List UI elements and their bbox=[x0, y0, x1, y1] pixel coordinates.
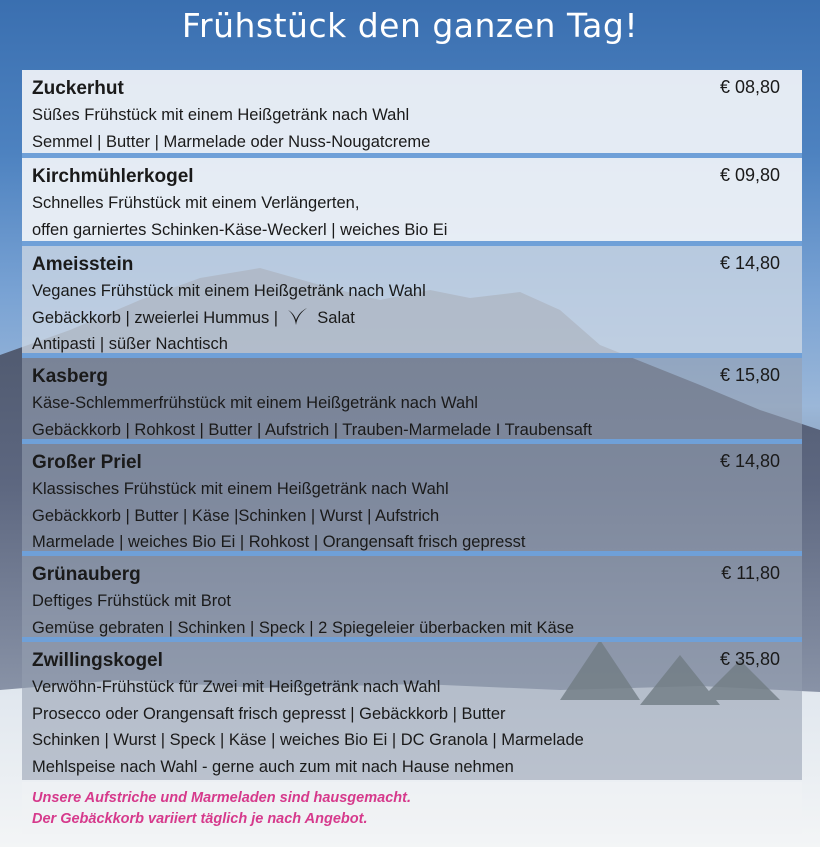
menu-item-grosser-priel bbox=[22, 444, 802, 556]
menu-item-text: Gebäckkorb | zweierlei Hummus | bbox=[32, 308, 279, 327]
menu-item-line: Gemüse gebraten | Schinken | Speck | 2 Spiegeleier überbacken mit Käse bbox=[32, 618, 575, 637]
menu-item-line: Deftiges Frühstück mit Brot bbox=[32, 592, 231, 610]
menu-item-price: € 14,80 bbox=[719, 253, 780, 273]
menu-item-price: € 14,80 bbox=[719, 451, 780, 471]
menu-item-name: Ameisstein bbox=[32, 254, 134, 275]
menu-item-line: Süßes Frühstück mit einem Heißgetränk nach Wahl bbox=[32, 106, 410, 124]
menu-item-name: Großer Priel bbox=[32, 452, 142, 473]
menu-item-name: Kasberg bbox=[32, 366, 109, 387]
menu-item-kasberg bbox=[22, 358, 802, 444]
menu-item-text: Salat bbox=[317, 308, 355, 327]
menu-item-price: € 15,80 bbox=[719, 365, 780, 385]
leaf-icon bbox=[285, 307, 309, 327]
menu-item-line: Schinken | Wurst | Speck | Käse | weiches Bio Ei | DC Granola | Marmelade bbox=[32, 731, 584, 749]
menu-item-line: Käse-Schlemmerfrühstück mit einem Heißgetränk nach Wahl bbox=[32, 394, 478, 412]
menu-item-line: Schnelles Frühstück mit einem Verlängerten, bbox=[32, 194, 360, 212]
menu-item-line: Prosecco oder Orangensaft frisch gepresst | Gebäckkorb | Butter bbox=[32, 704, 506, 723]
menu-item-name: Zuckerhut bbox=[32, 78, 124, 99]
menu-item-zuckerhut bbox=[22, 70, 802, 158]
breakfast-menu bbox=[22, 70, 802, 780]
menu-item-line: Verwöhn-Frühstück für Zwei mit Heißgetränk nach Wahl bbox=[32, 678, 441, 696]
menu-item-price: € 35,80 bbox=[719, 649, 780, 669]
menu-item-price: € 08,80 bbox=[719, 77, 780, 97]
menu-item-line: Gebäckkorb | Butter | Käse |Schinken | Wurst | Aufstrich bbox=[32, 506, 440, 525]
page-title: Frühstück den ganzen Tag! bbox=[181, 6, 639, 45]
menu-item-name: Kirchmühlerkogel bbox=[32, 166, 194, 187]
footnote-line: Unsere Aufstriche und Marmeladen sind hausgemacht. bbox=[32, 790, 411, 806]
footnote bbox=[22, 782, 802, 834]
menu-item-line: Klassisches Frühstück mit einem Heißgetränk nach Wahl bbox=[32, 480, 449, 498]
menu-item-line: Mehlspeise nach Wahl - gerne auch zum mit nach Hause nehmen bbox=[32, 757, 514, 776]
menu-item-kirchmuehlerkogel bbox=[22, 158, 802, 246]
menu-item-line: Marmelade | weiches Bio Ei | Rohkost | Orangensaft frisch gepresst bbox=[32, 533, 526, 551]
menu-item-line: offen garniertes Schinken-Käse-Weckerl | weiches Bio Ei bbox=[32, 220, 448, 239]
menu-item-gruenauberg bbox=[22, 556, 802, 642]
menu-item-name: Zwillingskogel bbox=[32, 650, 163, 671]
menu-item-line: Veganes Frühstück mit einem Heißgetränk nach Wahl bbox=[32, 282, 426, 300]
menu-item-price: € 09,80 bbox=[719, 165, 780, 185]
menu-item-line bbox=[32, 305, 788, 332]
menu-item-zwillingskogel bbox=[22, 642, 802, 780]
menu-item-line: Semmel | Butter | Marmelade oder Nuss-Nougatcreme bbox=[32, 132, 431, 151]
menu-item-line: Gebäckkorb | Rohkost | Butter | Aufstrich | Trauben-Marmelade I Traubensaft bbox=[32, 420, 593, 439]
menu-item-line: Antipasti | süßer Nachtisch bbox=[32, 335, 228, 353]
menu-item-name: Grünauberg bbox=[32, 564, 141, 585]
footnote-line: Der Gebäckkorb variiert täglich je nach Angebot. bbox=[32, 811, 368, 827]
menu-item-ameisstein bbox=[22, 246, 802, 358]
menu-item-price: € 11,80 bbox=[721, 563, 780, 583]
